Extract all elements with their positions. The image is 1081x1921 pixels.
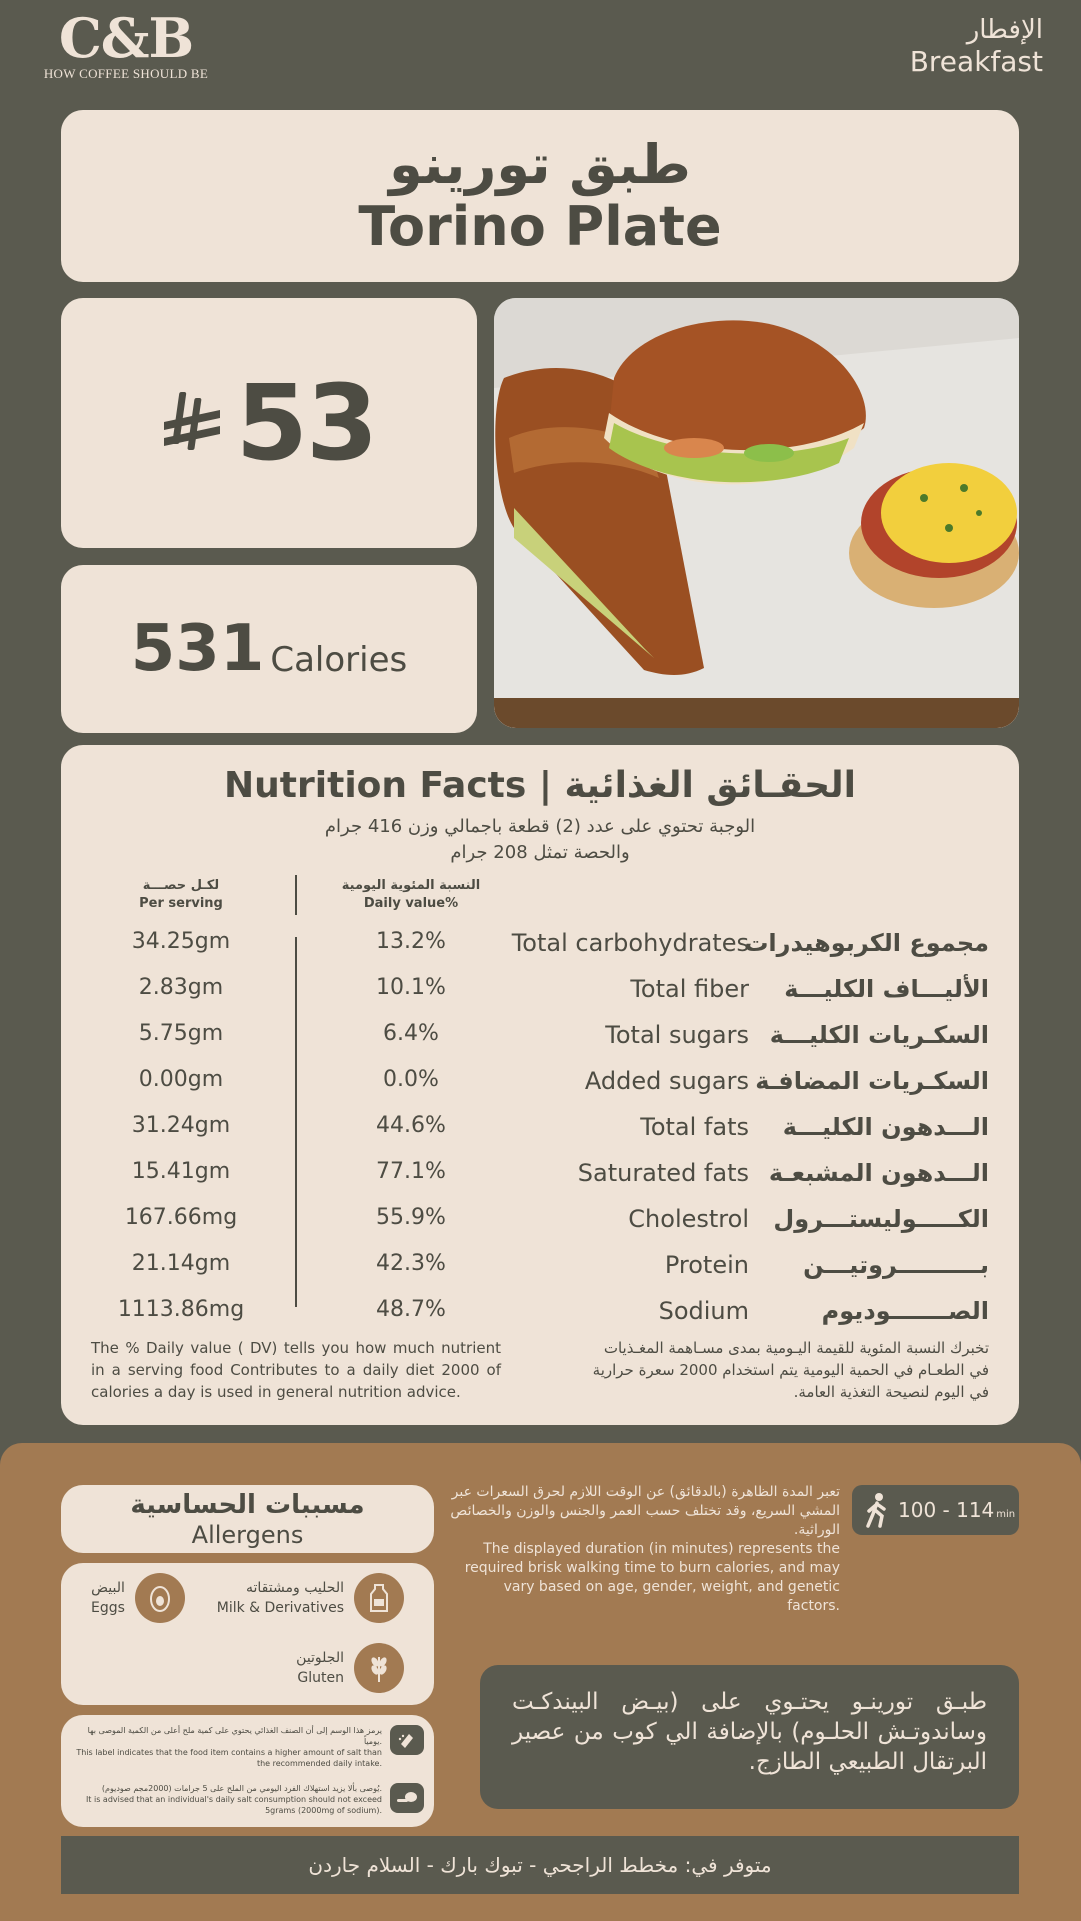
nutrient-per-serving: 31.24gm: [131, 1113, 231, 1138]
price-card: [61, 298, 477, 548]
nutrient-name-ar: الصـــــــوديوم: [821, 1297, 989, 1325]
nutrient-daily-value: 0.0%: [383, 1067, 439, 1092]
serving-header-ar: لكـل حصـــة: [142, 878, 220, 893]
walking-time-unit: min: [996, 1508, 1016, 1520]
nutrient-name-en: Total fiber: [630, 975, 749, 1003]
nutrition-facts-card: [61, 745, 1019, 1425]
nutrition-row: [61, 1245, 1019, 1285]
menu-category: [910, 14, 1043, 78]
nutrient-per-serving: 21.14gm: [131, 1251, 231, 1276]
nutrient-name-ar: الـــدهون المشبعـة: [768, 1159, 989, 1187]
nutrition-desc-line1: الوجبة تحتوي على عدد (2) قطعة باجمالي وزن 416 جرام: [324, 816, 756, 837]
nutrient-daily-value: 77.1%: [376, 1159, 446, 1184]
dv-note-ar: تخبرك النسبة المئوية للقيمة اليـومية بمدى مسـاهمة المغـذيات في الطعـام في الحمية اليومية يتم استخدام 2000 سعرة حرارية في اليوم لنصيحة التغذية العامة.: [592, 1339, 989, 1401]
serving-header-en: Per serving: [139, 896, 223, 911]
walking-time-range: 100 - 114: [898, 1498, 995, 1522]
calories-card: [61, 565, 477, 733]
nutrition-row: [61, 969, 1019, 1009]
nutrient-daily-value: 55.9%: [376, 1205, 446, 1230]
logo-tagline: HOW COFFEE SHOULD BE: [43, 66, 209, 81]
nutrient-name-en: Saturated fats: [577, 1159, 749, 1187]
header-divider: [295, 875, 297, 915]
logo-mark: C&B: [58, 6, 194, 70]
egg-icon: [135, 1573, 185, 1623]
nutrition-title: Nutrition Facts | الحقـائق الغذائية: [224, 765, 856, 806]
item-title-card: [61, 110, 1019, 282]
nutrient-name-ar: مجموع الكربوهيدرات: [744, 929, 989, 957]
nutrient-name-ar: الكـــــوليستـــرول: [773, 1205, 989, 1233]
nutrient-daily-value: 6.4%: [383, 1021, 439, 1046]
allergens-title-en: Allergens: [191, 1521, 304, 1549]
nutrient-name-ar: بــــــــــروتيـــن: [803, 1251, 989, 1279]
saudi-riyal-icon: [162, 388, 222, 458]
allergen-gluten-ar: الجلوتين: [296, 1650, 344, 1666]
nutrient-daily-value: 10.1%: [376, 975, 446, 1000]
nutrient-per-serving: 1113.86mg: [117, 1297, 245, 1322]
allergen-milk-en: Milk & Derivatives: [216, 1600, 344, 1616]
salt-warning-row-1: [71, 1725, 424, 1769]
nutrition-row: [61, 1153, 1019, 1193]
nutrient-name-en: Total sugars: [605, 1021, 749, 1049]
item-title-en: Torino Plate: [358, 195, 722, 258]
allergen-eggs-en: Eggs: [91, 1600, 125, 1616]
nutrient-per-serving: 0.00gm: [138, 1067, 224, 1092]
nutrient-name-ar: الـــدهون الكليـــة: [782, 1113, 989, 1141]
walking-person-icon: [864, 1492, 890, 1528]
salt-row1-en: This label indicates that the food item contains a higher amount of salt than the recommended daily intake.: [76, 1748, 382, 1768]
allergen-eggs-ar: البيض: [91, 1580, 125, 1596]
walking-info: [448, 1483, 840, 1616]
nutrient-daily-value: 44.6%: [376, 1113, 446, 1138]
nutrient-daily-value: 42.3%: [376, 1251, 446, 1276]
allergen-milk: [217, 1573, 404, 1623]
wheat-icon: [354, 1643, 404, 1693]
dv-header-ar: النسبة المئوية اليومية: [341, 878, 481, 893]
nutrient-name-ar: السكـريات المضافـة: [755, 1067, 989, 1095]
nutrient-name-en: Protein: [664, 1251, 749, 1279]
nutrition-row: [61, 1107, 1019, 1147]
allergens-list: [61, 1563, 434, 1705]
serving-column-header: [101, 877, 261, 913]
salt-warning-row-2: [71, 1783, 424, 1816]
nutrient-per-serving: 15.41gm: [131, 1159, 231, 1184]
nutrient-name-en: Sodium: [658, 1297, 749, 1325]
walking-time-badge: [852, 1485, 1019, 1535]
nutrient-per-serving: 34.25gm: [131, 929, 231, 954]
salt-row2-en: It is advised that an individual's daily salt consumption should not exceed 5grams (2000mg of sodium).: [85, 1795, 382, 1815]
allergen-gluten-en: Gluten: [297, 1670, 344, 1686]
nutrient-per-serving: 5.75gm: [138, 1021, 224, 1046]
nutrient-name-en: Cholestrol: [628, 1205, 749, 1233]
salt-shaker-icon: [390, 1725, 424, 1755]
daily-value-column-header: [331, 877, 491, 913]
category-en: Breakfast: [909, 45, 1043, 78]
allergen-eggs: [91, 1573, 185, 1623]
walking-info-en: The displayed duration (in minutes) represents the required brisk walking time to burn calories, and may vary based on age, gender, weight, and genetic factors.: [464, 1541, 840, 1614]
allergen-gluten: [296, 1643, 404, 1693]
category-ar: الإفطار: [966, 15, 1043, 45]
brand-logo: [36, 6, 216, 84]
calories-value: 531: [130, 612, 265, 686]
nutrition-row: [61, 923, 1019, 963]
dish-photo: [494, 298, 1019, 728]
nutrient-name-en: Total fats: [640, 1113, 749, 1141]
nutrition-row: [61, 1015, 1019, 1055]
nutrition-desc-line2: والحصة تمثل 208 جرام: [450, 842, 630, 863]
calories-unit: Calories: [270, 640, 408, 680]
nutrient-name-ar: الأليـــاف الكليـــة: [784, 975, 989, 1003]
dish-description: طبـق تورينـو يحتـوي على (بيـض البيندكـت وساندوتـش الحلـوم) بالإضافة الي كوب من عصير البرتقال الطبيعي الطازج.: [480, 1665, 1019, 1809]
nutrient-per-serving: 2.83gm: [138, 975, 224, 1000]
salt-spoon-icon: [390, 1783, 424, 1813]
dish-photo-illustration: [494, 298, 1019, 728]
nutrient-name-ar: السكـريات الكليـــة: [769, 1021, 989, 1049]
walking-info-ar: تعبر المدة الظاهرة (بالدقائق) عن الوقت اللازم لحرق السعرات عبر المشي السريع، وقد تختلف حسب العمر والجنس والوزن والخصائص الوراثية.: [450, 1484, 840, 1538]
allergen-milk-ar: الحليب ومشتقاته: [246, 1580, 344, 1596]
dv-header-en: Daily value%: [363, 896, 459, 911]
salt-warning-card: [61, 1715, 434, 1827]
price-value: 53: [235, 362, 377, 484]
nutrient-per-serving: 167.66mg: [124, 1205, 238, 1230]
nutrition-row: [61, 1291, 1019, 1331]
nutrient-daily-value: 48.7%: [376, 1297, 446, 1322]
nutrient-daily-value: 13.2%: [376, 929, 446, 954]
milk-bottle-icon: [354, 1573, 404, 1623]
dv-note-en: The % Daily value ( DV) tells you how much nutrient in a serving food Contributes to a daily diet 2000 of calories a day is used in general nutrition advice.: [91, 1339, 501, 1401]
allergens-header: [61, 1485, 434, 1553]
nutrient-name-en: Added sugars: [584, 1067, 749, 1095]
salt-row1-ar: يرمز هذا الوسم إلى أن الصنف الغذائي يحتوي على كمية ملح أعلى من الكمية الموصى بها يومياً.: [87, 1726, 382, 1746]
availability-bar: متوفر في: مخطط الراجحي - تبوك بارك - السلام جاردن: [61, 1836, 1019, 1894]
allergens-title-ar: مسببات الحساسية: [130, 1490, 365, 1520]
item-title-ar: طبق تورينو: [389, 133, 691, 196]
nutrient-name-en: Total carbohydrates: [511, 929, 749, 957]
salt-row2-ar: يُوصى بألا يزيد استهلاك الفرد اليومي من الملح على 5 جرامات (2000مجم صوديوم).: [101, 1784, 382, 1793]
nutrition-row: [61, 1061, 1019, 1101]
nutrition-row: [61, 1199, 1019, 1239]
